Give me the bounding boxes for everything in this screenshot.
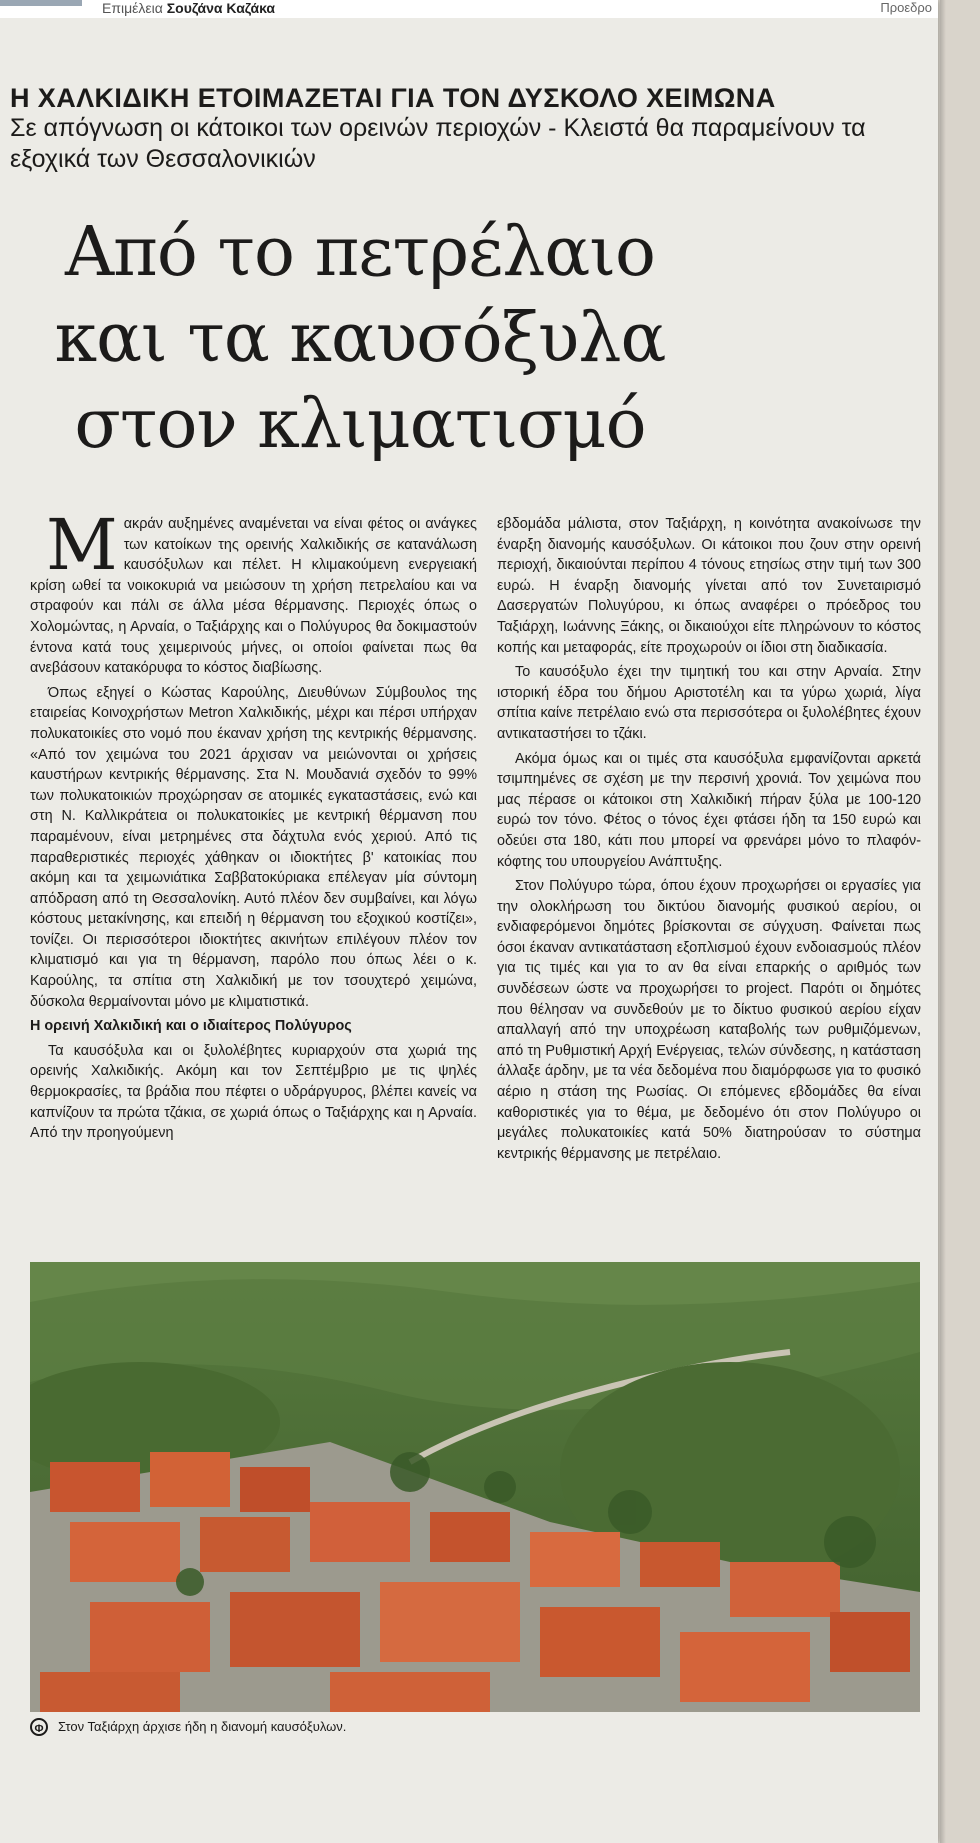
article-subtitle: Σε απόγνωση οι κάτοικοι των ορεινών περιοχών - Κλειστά θα παραμείνουν τα εξοχικά των Θεσσαλονικιών (10, 114, 866, 173)
paragraph: Τα καυσόξυλα και οι ξυλολέβητες κυριαρχούν στα χωριά της ορεινής Χαλκιδικής. Ακόμη και τον Σεπτέμβριο με τις ψηλές θερμοκρασίες, τα βράδια που πέφτει ο υδράργυρος, βλέπει κανείς να καπνίζουν τα πρώτα τζάκια, σε χωριά όπως ο Ταξιάρχης και η Αρναία. Από την προηγούμενη (30, 1042, 477, 1142)
headline-line: στον κλιματισμό (74, 385, 646, 464)
article-kicker: Η ΧΑΛΚΙΔΙΚΗ ΕΤΟΙΜΑΖΕΤΑΙ ΓΙΑ ΤΟΝ ΔΥΣΚΟΛΟ ΧΕΙΜΩΝΑ (10, 83, 776, 113)
paragraph: Στον Πολύγυρο τώρα, όπου έχουν προχωρήσει οι εργασίες για την ολοκλήρωση του δικτύου διανομής φυσικού αερίου, οι ενδιαφερόμενοι δημότες βρίσκονται σε σύγχυση. Φαίνεται πως όσοι έκαναν αντικατάσταση εξοπλισμού έχουν ενδοιασμούς πλέον για τις τιμές και για το αν θα είναι επαρκής ο αριθμός των συνδέσεων ώστε να προχωρήσει το project. Παρότι οι δημότες που θέλησαν να συνδεθούν με το δίκτυο φυσικού αερίου είχαν απαλλαγή από την υποχρέωση καταβολής των ρυθμιζόμενων, από τη Ρυθμιστική Αρχή Ενέργειας, τελών σύνδεσης, η κατάσταση άλλαξε άρδην, με τα νέα δεδομένα που διαμόρφωσε για το φυσικό αέριο η στάση της Ρωσίας. Οι επόμενες εβδομάδες θα είναι καθοριστικές για το θέμα, με δεδομένο ότι στον Πολύγυρο οι μεγάλες πολυκατοικίες κατά 50% διατηρούσαν το σύστημα κεντρικής θέρμανσης με πετρέλαιο. (497, 878, 921, 1162)
header-color-bar (0, 0, 82, 6)
photo-caption (30, 1717, 920, 1737)
article-column-1 (30, 504, 477, 1148)
paragraph: εβδομάδα μάλιστα, στον Ταξιάρχη, η κοινότητα ανακοίνωσε την έναρξη διανομής καυσόξυλων. Οι κάτοικοι που ζουν στην ορεινή περιοχή, δικαιούνται περίπου 4 τόνους ετησίως στην τιμή των 300 ευρώ. Η έναρξη διανομής γίνεται από τον Συνεταιρισμό Δασεργατών Πολυγύρου, κι όπως αναφέρει ο πρόεδρος του Ταξιάρχη, Ιωάννης Ξάκης, οι δικαιούχοι είτε πληρώνουν το κόστος κοπής και μεταφοράς, είτε προχωρούν οι ίδιοι στη διαδικασία. (497, 516, 921, 656)
photo-illustration (30, 1262, 920, 1712)
page-fold-shadow (940, 0, 946, 1843)
headline-line: Από το πετρέλαιο (65, 213, 655, 292)
page-header (0, 0, 938, 18)
adjacent-page-edge (940, 0, 980, 1843)
article-headline (10, 210, 710, 468)
headline-line: και τα καυσόξυλα (54, 299, 666, 378)
drop-cap: Μ (46, 504, 118, 586)
paragraph: Όπως εξηγεί ο Κώστας Καρούλης, Διευθύνων Σύμβουλος της εταιρείας Κοινοχρήστων Metron Χαλκιδικής, μέχρι και πέρσι υπήρχαν πολυκατοικίες στο νομό που έκαναν χρήση της κεντρικής θέρμανσης. «Από τον χειμώνα του 2021 άρχισαν να μειώνονται οι χρήσεις καυστήρων κεντρικής θέρμανσης. Στα Ν. Μουδανιά σχεδόν το 99% των πολυκατοικιών προχώρησαν σε ατομικές εγκαταστάσεις, ενώ και στη Ν. Καλλικράτεια οι πολυκατοικίες με κεντρική θέρμανση που παραμένουν, είναι μετρημένες στα δάχτυλα ενός χεριού. Από τις παραθεριστικές περιοχές χάθηκαν οι ιδιοκτήτες β' κατοικίας που ακόμη και τα χειμωνιάτικα Σαββατοκύριακα επέλεγαν μία σύντομη απόδραση από τη Θεσσαλονίκη. Αυτό πλέον δεν συμβαίνει, και λόγω κόστους μετακίνησης, και επειδή η θέρμανση του εξοχικού κοστίζει», τονίζει. Οι περισσότεροι ιδιοκτήτες ακινήτων επιλέγουν πλέον τον κλιματισμό και για τη θέρμανση, παρόλο που όπως λέει ο κ. Καρούλης, τα σπίτια στη Χαλκιδική με τον τσουχτερό χειμώνα, δύσκολα θερμαίνονται μόνο με κλιματιστικά. (30, 684, 477, 1010)
caption-text: Στον Ταξιάρχη άρχισε ήδη η διανομή καυσόξυλων. (58, 1719, 347, 1734)
village-aerial-photo (30, 1262, 920, 1712)
paragraph-text: ακράν αυξημένες αναμένεται να είναι φέτος οι ανάγκες των κατοίκων της ορεινής Χαλκιδικής σε κατανάλωση καυσόξυλων και πέλετ. Η κλιμακούμενη ενεργειακή κρίση ωθεί τα νοικοκυριά να μειώσουν τη χρήση πετρελαίου και να στραφούν και πάλι σε άλλα μέσα θέρμανσης. Περιοχές όπως ο Χολομώντας, η Αρναία, ο Ταξιάρχης και ο Πολύγυρος θα δοκιμαστούν έντονα κατά τους χειμερινούς μήνες, οι οποίοι φαίνεται πως θα ανεβάσουν κατακόρυφα το κόστος διαβίωσης. (30, 516, 477, 677)
credit-name: Σουζάνα Καζάκα (166, 0, 276, 16)
section-subheading: Η ορεινή Χαλκιδική και ο ιδιαίτερος Πολύγυρος (30, 1018, 352, 1035)
caption-logo-icon: Φ (30, 1718, 48, 1736)
editor-credit (102, 0, 275, 16)
paragraph: Ακόμα όμως και οι τιμές στα καυσόξυλα εμφανίζονται αρκετά τσιμπημένες σε σχέση με την περσινή χρονιά. Τον χειμώνα που μας πέρασε οι κάτοικοι στη Χαλκιδική πήραν ξύλα με 100-120 ευρώ τον τόνο. Φέτος ο τόνος έχει φτάσει ήδη τα 150 ευρώ και οδεύει στα 180, κάτι που μπορεί να φρενάρει μόνο το πλαφόν-κόφτης του υπουργείου Ανάπτυξης. (497, 750, 921, 870)
paragraph: Το καυσόξυλο έχει την τιμητική του και στην Αρναία. Στην ιστορική έδρα του δήμου Αριστοτέλη και τα γύρω χωριά, λίγα σπίτια καίνε πετρέλαιο ενώ στα περισσότερα οι ξυλολέβητες έχουν αντικαταστήσει το τζάκι. (497, 664, 921, 742)
credit-prefix: Επιμέλεια (102, 0, 163, 16)
section-label: Προεδρο (880, 0, 932, 15)
article-column-2 (497, 514, 921, 1168)
paragraph (30, 504, 477, 679)
